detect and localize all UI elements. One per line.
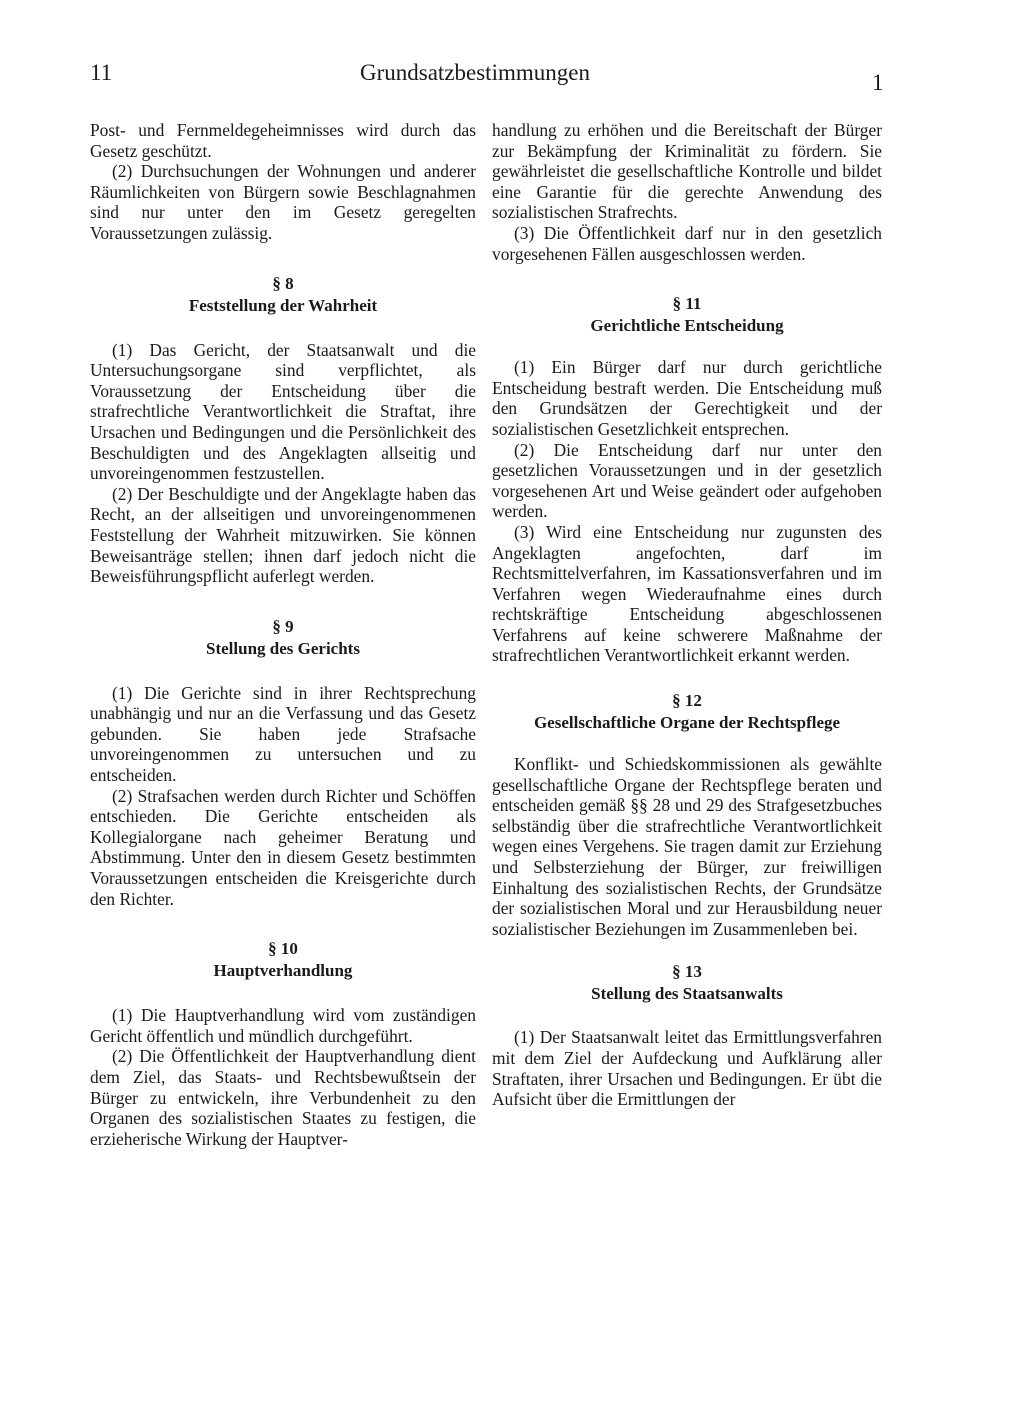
running-title: Grundsatzbestimmungen [360, 60, 590, 85]
section-heading-9 [90, 616, 476, 660]
section-heading-13 [492, 961, 882, 1005]
chapter-number: 1 [872, 70, 884, 95]
section-title: Hauptverhandlung [213, 961, 353, 981]
section-heading-10 [90, 938, 476, 982]
paragraph: (3) Die Öffentlichkeit darf nur in den gesetzlich vorgesehenen Fällen ausgeschlossen werden. [492, 222, 882, 264]
paragraph: (2) Die Entscheidung darf nur unter den gesetzlichen Voraussetzungen und in der gesetzlich vorgesehenen Art und Weise geändert oder aufgehoben werden. [492, 439, 882, 522]
section-title: Stellung des Gerichts [206, 638, 360, 658]
paragraph: Konflikt- und Schiedskommissionen als gewählte gesellschaftliche Organe der Rechtspflege beraten und entscheiden gemäß §§ 28 und 29 des Strafgesetzbuches selbständig über die strafrechtliche Verantwortlichkeit wegen eines Vergehens. Sie tragen damit zur Erziehung und Selbsterziehung der Bürger, zur freiwilligen Einhaltung des sozialistischen Rechts, der Grundsätze der sozialistischen Moral und zur Herausbildung neuer sozialistischer Beziehungen im Zusammenleben bei. [492, 754, 882, 939]
paragraph: (1) Die Hauptverhandlung wird vom zuständigen Gericht öffentlich und mündlich durchgeführt. [90, 1005, 476, 1046]
paragraph: (2) Der Beschuldigte und der Angeklagte haben das Recht, an der allseitigen und unvoreingenommenen Feststellung der Wahrheit mitzuwirken. Sie können Beweisanträge stellen; ihnen darf jedoch nicht die Beweisführungspflicht auferlegt werden. [90, 483, 476, 587]
section-number: § 10 [268, 939, 298, 959]
paragraph: (2) Durchsuchungen der Wohnungen und anderer Räumlichkeiten von Bürgern sowie Beschlagnahmen sind nur unter den im Gesetz geregelten Voraussetzungen zulässig. [90, 161, 476, 243]
section-number: § 8 [272, 273, 294, 293]
paragraph: (1) Der Staatsanwalt leitet das Ermittlungsverfahren mit dem Ziel der Aufdeckung und Aufklärung aller Straftaten, ihrer Ursachen und Bedingungen. Er übt die Aufsicht über die Ermittlungen der [492, 1027, 882, 1110]
section-number: § 11 [672, 294, 702, 314]
page-number: 11 [90, 60, 113, 85]
paragraph: (3) Wird eine Entscheidung nur zugunsten des Angeklagten angefochten, darf im Rechtsmittelverfahren, im Kassationsverfahren und im Verfahren wegen Wiederaufnahme eines durch rechtskräftige Entscheidung abgeschlossenen Verfahrens auf keine schwerere Maßnahme der strafrechtlichen Verantwortlichkeit erkannt werden. [492, 521, 882, 666]
section-heading-11 [492, 293, 882, 337]
right-column [492, 120, 882, 1110]
section-title: Feststellung der Wahrheit [188, 295, 378, 315]
paragraph-continuation: handlung zu erhöhen und die Bereitschaft der Bürger zur Bekämpfung der Kriminalität zu fördern. Sie gewährleistet die gesellschaftliche Kontrolle und bildet eine Garantie für die gerechte Anwendung des sozialistischen Strafrechts. [492, 120, 882, 223]
section-title: Gerichtliche Entscheidung [590, 316, 784, 336]
paragraph: (2) Strafsachen werden durch Richter und Schöffen entschieden. Die Gerichte entscheiden als Kollegialorgane nach geheimer Beratung und Abstimmung. Unter den in diesem Gesetz bestimmten Voraussetzungen entscheiden die Kreisgerichte durch den Richter. [90, 785, 476, 909]
section-heading-8 [90, 273, 476, 317]
paragraph: (1) Ein Bürger darf nur durch gerichtliche Entscheidung bestraft werden. Die Entscheidung muß den Grundsätzen der Gerechtigkeit und der sozialistischen Gesetzlichkeit entsprechen. [492, 357, 882, 439]
paragraph: (1) Die Gerichte sind in ihrer Rechtsprechung unabhängig und nur an die Verfassung und das Gesetz gebunden. Sie haben jede Strafsache unvoreingenommen zu untersuchen und zu entscheiden. [90, 682, 476, 786]
paragraph-continuation: Post- und Fernmeldegeheimnisses wird durch das Gesetz geschützt. [90, 120, 476, 161]
paragraph: (2) Die Öffentlichkeit der Hauptverhandlung dient dem Ziel, das Staats- und Rechtsbewußtsein der Bürger zu entwickeln, ihre Verbundenheit zu den Organen des sozialistischen Staates zu festigen, die erzieherische Wirkung der Hauptver- [90, 1046, 476, 1149]
section-title: Stellung des Staatsanwalts [591, 984, 783, 1004]
paragraph: (1) Das Gericht, der Staatsanwalt und die Untersuchungsorgane sind verpflichtet, als Voraussetzung der Entscheidung über die strafrechtliche Verantwortlichkeit die Straftat, ihre Ursachen und Bedingungen und die Persönlichkeit des Beschuldigten und des Angeklagten allseitig und unvoreingenommen festzustellen. [90, 339, 476, 484]
section-title: Gesellschaftliche Organe der Rechtspflege [533, 713, 841, 733]
left-column [90, 120, 476, 1149]
section-number: § 9 [272, 616, 294, 636]
section-heading-12 [492, 690, 882, 734]
section-number: § 13 [672, 962, 702, 982]
section-number: § 12 [672, 691, 702, 711]
